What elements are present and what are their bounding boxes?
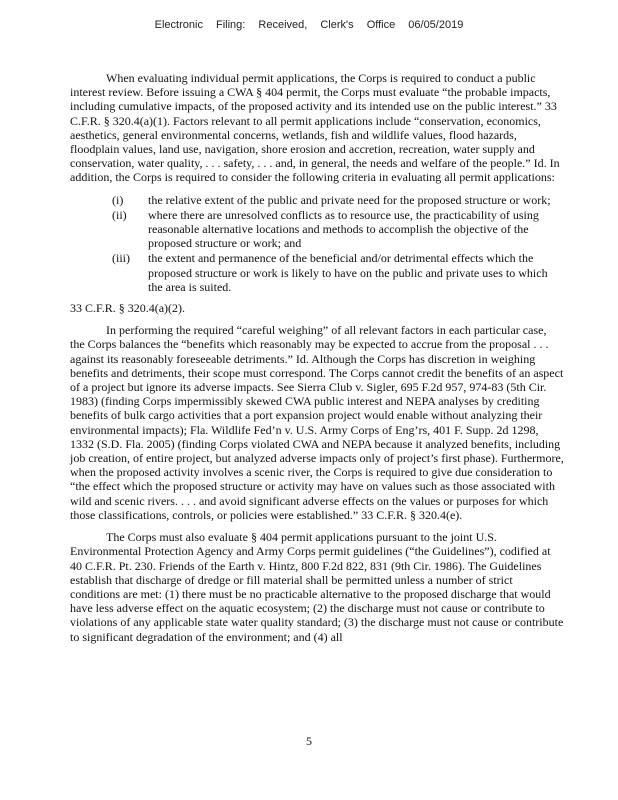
page-number: 5 [306,734,312,748]
paragraph-guidelines: The Corps must also evaluate § 404 permit applications pursuant to the joint U.S. Environmental Protection Agency and Army Corps permit guidelines (“the Guidelines”), codified at 40 C.F.R. Pt. 230. Friends of the Earth v. Hintz, 800 F.2d 822, 831 (9th Cir. 1986). The Guidelines establish that discharge of dredge or fill material shall be permitted unless a number of strict conditions are met: (1) there must be no practicable alternative to the proposed discharge that would have less adverse effect on the aquatic ecosystem; (2) the discharge must not cause or contribute to violations of any applicable state water quality standard; (3) the discharge must not cause or contribute to significant degradation of the environment; and (4) all [70,530,564,644]
paragraph-public-interest-review: When evaluating individual permit applications, the Corps is required to conduct a public interest review. Before issuing a CWA § 404 permit, the Corps must evaluate “the probable impacts, including cumulative impacts, of the proposed activity and its intended use on the public interest.” 33 C.F.R. § 320.4(a)(1). Factors relevant to all permit applications include “conservation, economics, aesthetics, general environmental concerns, wetlands, fish and wildlife values, flood hazards, floodplain values, land use, navigation, shore erosion and accretion, recreation, water supply and conservation, water quality, . . . safety, . . . and, in general, the needs and welfare of the people.” Id. In addition, the Corps is required to consider the following criteria in evaluating all permit applications: [70,71,560,185]
criteria-item [70,208,564,251]
criteria-numeral: (i) [112,192,124,207]
paragraph-careful-weighing: In performing the required “careful weighing” of all relevant factors in each particular case, the Corps balances the “benefits which reasonably may be expected to accrue from the proposal . . . against its reasonably foreseeable detriments.” Id. Although the Corps has discretion in weighing benefits and detriments, their scope must correspond. The Corps cannot credit the benefits of an aspect of a project but ignore its adverse impacts. See Sierra Club v. Sigler, 695 F.2d 957, 974-83 (5th Cir. 1983) (finding Corps impermissibly skewed CWA public interest and NEPA analyses by crediting benefits of bulk cargo activities that a port expansion project would enable without analyzing their environmental impacts); Fla. Wildlife Fed’n v. U.S. Army Corps of Eng’rs, 401 F. Supp. 2d 1298, 1332 (S.D. Fla. 2005) (finding Corps violated CWA and NEPA because it analyzed benefits, including job creation, of entire project, but analyzed adverse impacts only of project’s first phase). Furthermore, when the proposed activity involves a scenic river, the Corps is required to give due consideration to “the effect which the proposed structure or activity may have on values such as those associated with wild and scenic rivers. . . . and avoid significant adverse effects on the values or purposes for which those classifications, controls, or policies were established.” 33 C.F.R. § 320.4(e). [70,323,564,522]
criteria-numeral: (ii) [112,207,127,222]
citation-320-4-a-2: 33 C.F.R. § 320.4(a)(2). [70,301,186,316]
criteria-text: where there are unresolved conflicts as to resource use, the practicability of using reasonable alternative locations and methods to accomplish the objective of the proposed structure or work; and [148,207,539,251]
document-body [70,71,564,644]
filing-header: Electronic Filing: Received, Clerk's Office 06/05/2019 [154,19,464,31]
criteria-list [70,193,564,294]
criteria-text: the extent and permanence of the beneficial and/or detrimental effects which the proposed structure or work is likely to have on the public and private uses to which the area is suited. [148,251,548,294]
criteria-numeral: (iii) [112,251,130,266]
criteria-text: the relative extent of the public and private need for the proposed structure or work; [148,192,551,207]
criteria-item [70,193,564,207]
criteria-item [70,251,564,294]
